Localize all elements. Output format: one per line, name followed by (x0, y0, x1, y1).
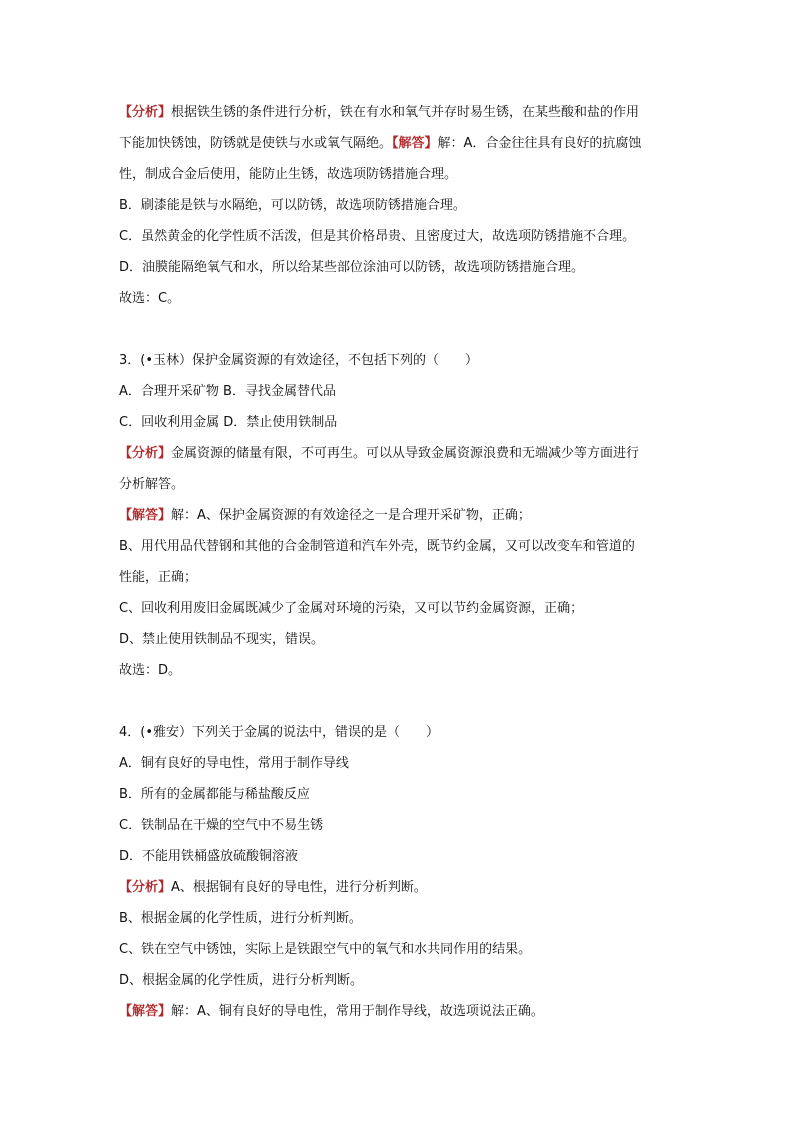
text-line: 性能，正确； (119, 570, 198, 585)
choice-line: 故选：D。 (119, 663, 182, 678)
text-line (119, 128, 679, 159)
text-line: 分析解答。 (119, 477, 185, 492)
text-line: C、铁在空气中锈蚀，实际上是铁跟空气中的氧气和水共同作用的结果。 (119, 942, 532, 957)
analysis-line (119, 438, 679, 469)
spacer (119, 314, 679, 345)
option-d: D．不能用铁桶盛放硫酸铜溶液 (119, 849, 299, 864)
text-line: B．刷漆能是铁与水隔绝，可以防锈，故选项防锈措施合理。 (119, 198, 466, 213)
spacer (119, 686, 679, 717)
answer-tag: 【解答】 (392, 136, 438, 151)
text-line: D．油膜能隔绝氧气和水，所以给某些部位涂油可以防锈，故选项防锈措施合理。 (119, 260, 585, 275)
analysis-line (119, 872, 679, 903)
analysis-line (119, 97, 679, 128)
text: 金属资源的储量有限，不可再生。可以从导致金属资源浪费和无端减少等方面进行 (171, 446, 640, 461)
document-content (119, 97, 679, 1027)
text: 解：A．合金往往具有良好的抗腐蚀 (437, 136, 642, 151)
option-b: B．所有的金属都能与稀盐酸反应 (119, 787, 310, 802)
text-line: B、根据金属的化学性质，进行分析判断。 (119, 911, 362, 926)
analysis-tag: 【分析】 (119, 105, 172, 120)
text-line: D、禁止使用铁制品不现实，错误。 (119, 632, 325, 647)
answer-tag: 【解答】 (119, 508, 172, 523)
text-line: C、回收利用废旧金属既减少了金属对环境的污染，又可以节约金属资源，正确； (119, 601, 584, 616)
text-line: C．虽然黄金的化学性质不活泼，但是其价格昂贵、且密度过大，故选项防锈措施不合理。 (119, 229, 636, 244)
text: 解：A、保护金属资源的有效途径之一是合理开采矿物，正确； (171, 508, 531, 523)
answer-line (119, 996, 679, 1027)
text: 解：A、铜有良好的导电性，常用于制作导线，故选项说法正确。 (171, 1004, 544, 1019)
analysis-tag: 【分析】 (119, 880, 172, 895)
text-line: 性，制成合金后使用，能防止生锈，故选项防锈措施合理。 (119, 167, 458, 182)
option-a: A．铜有良好的导电性，常用于制作导线 (119, 756, 349, 771)
text-line: B、用代用品代替钢和其他的合金制管道和汽车外壳，既节约金属，又可以改变车和管道的 (119, 539, 635, 554)
options-line: A．合理开采矿物 B．寻找金属替代品 (119, 384, 336, 399)
answer-tag: 【解答】 (119, 1004, 172, 1019)
text: 下能加快锈蚀，防锈就是使铁与水或氧气隔绝。 (119, 136, 393, 151)
choice-line: 故选：C。 (119, 291, 181, 306)
question-3: 3．(•玉林）保护金属资源的有效途径，不包括下列的（ ） (119, 353, 479, 368)
question-4: 4．(•雅安）下列关于金属的说法中，错误的是（ ） (119, 725, 440, 740)
option-c: C．铁制品在干燥的空气中不易生锈 (119, 818, 324, 833)
text: 根据铁生锈的条件进行分析，铁在有水和氧气并存时易生锈，在某些酸和盐的作用 (171, 105, 640, 120)
text-line: D、根据金属的化学性质，进行分析判断。 (119, 973, 364, 988)
answer-line (119, 500, 679, 531)
text: A、根据铜有良好的导电性，进行分析判断。 (171, 880, 427, 895)
options-line: C．回收利用金属 D．禁止使用铁制品 (119, 415, 338, 430)
analysis-tag: 【分析】 (119, 446, 172, 461)
